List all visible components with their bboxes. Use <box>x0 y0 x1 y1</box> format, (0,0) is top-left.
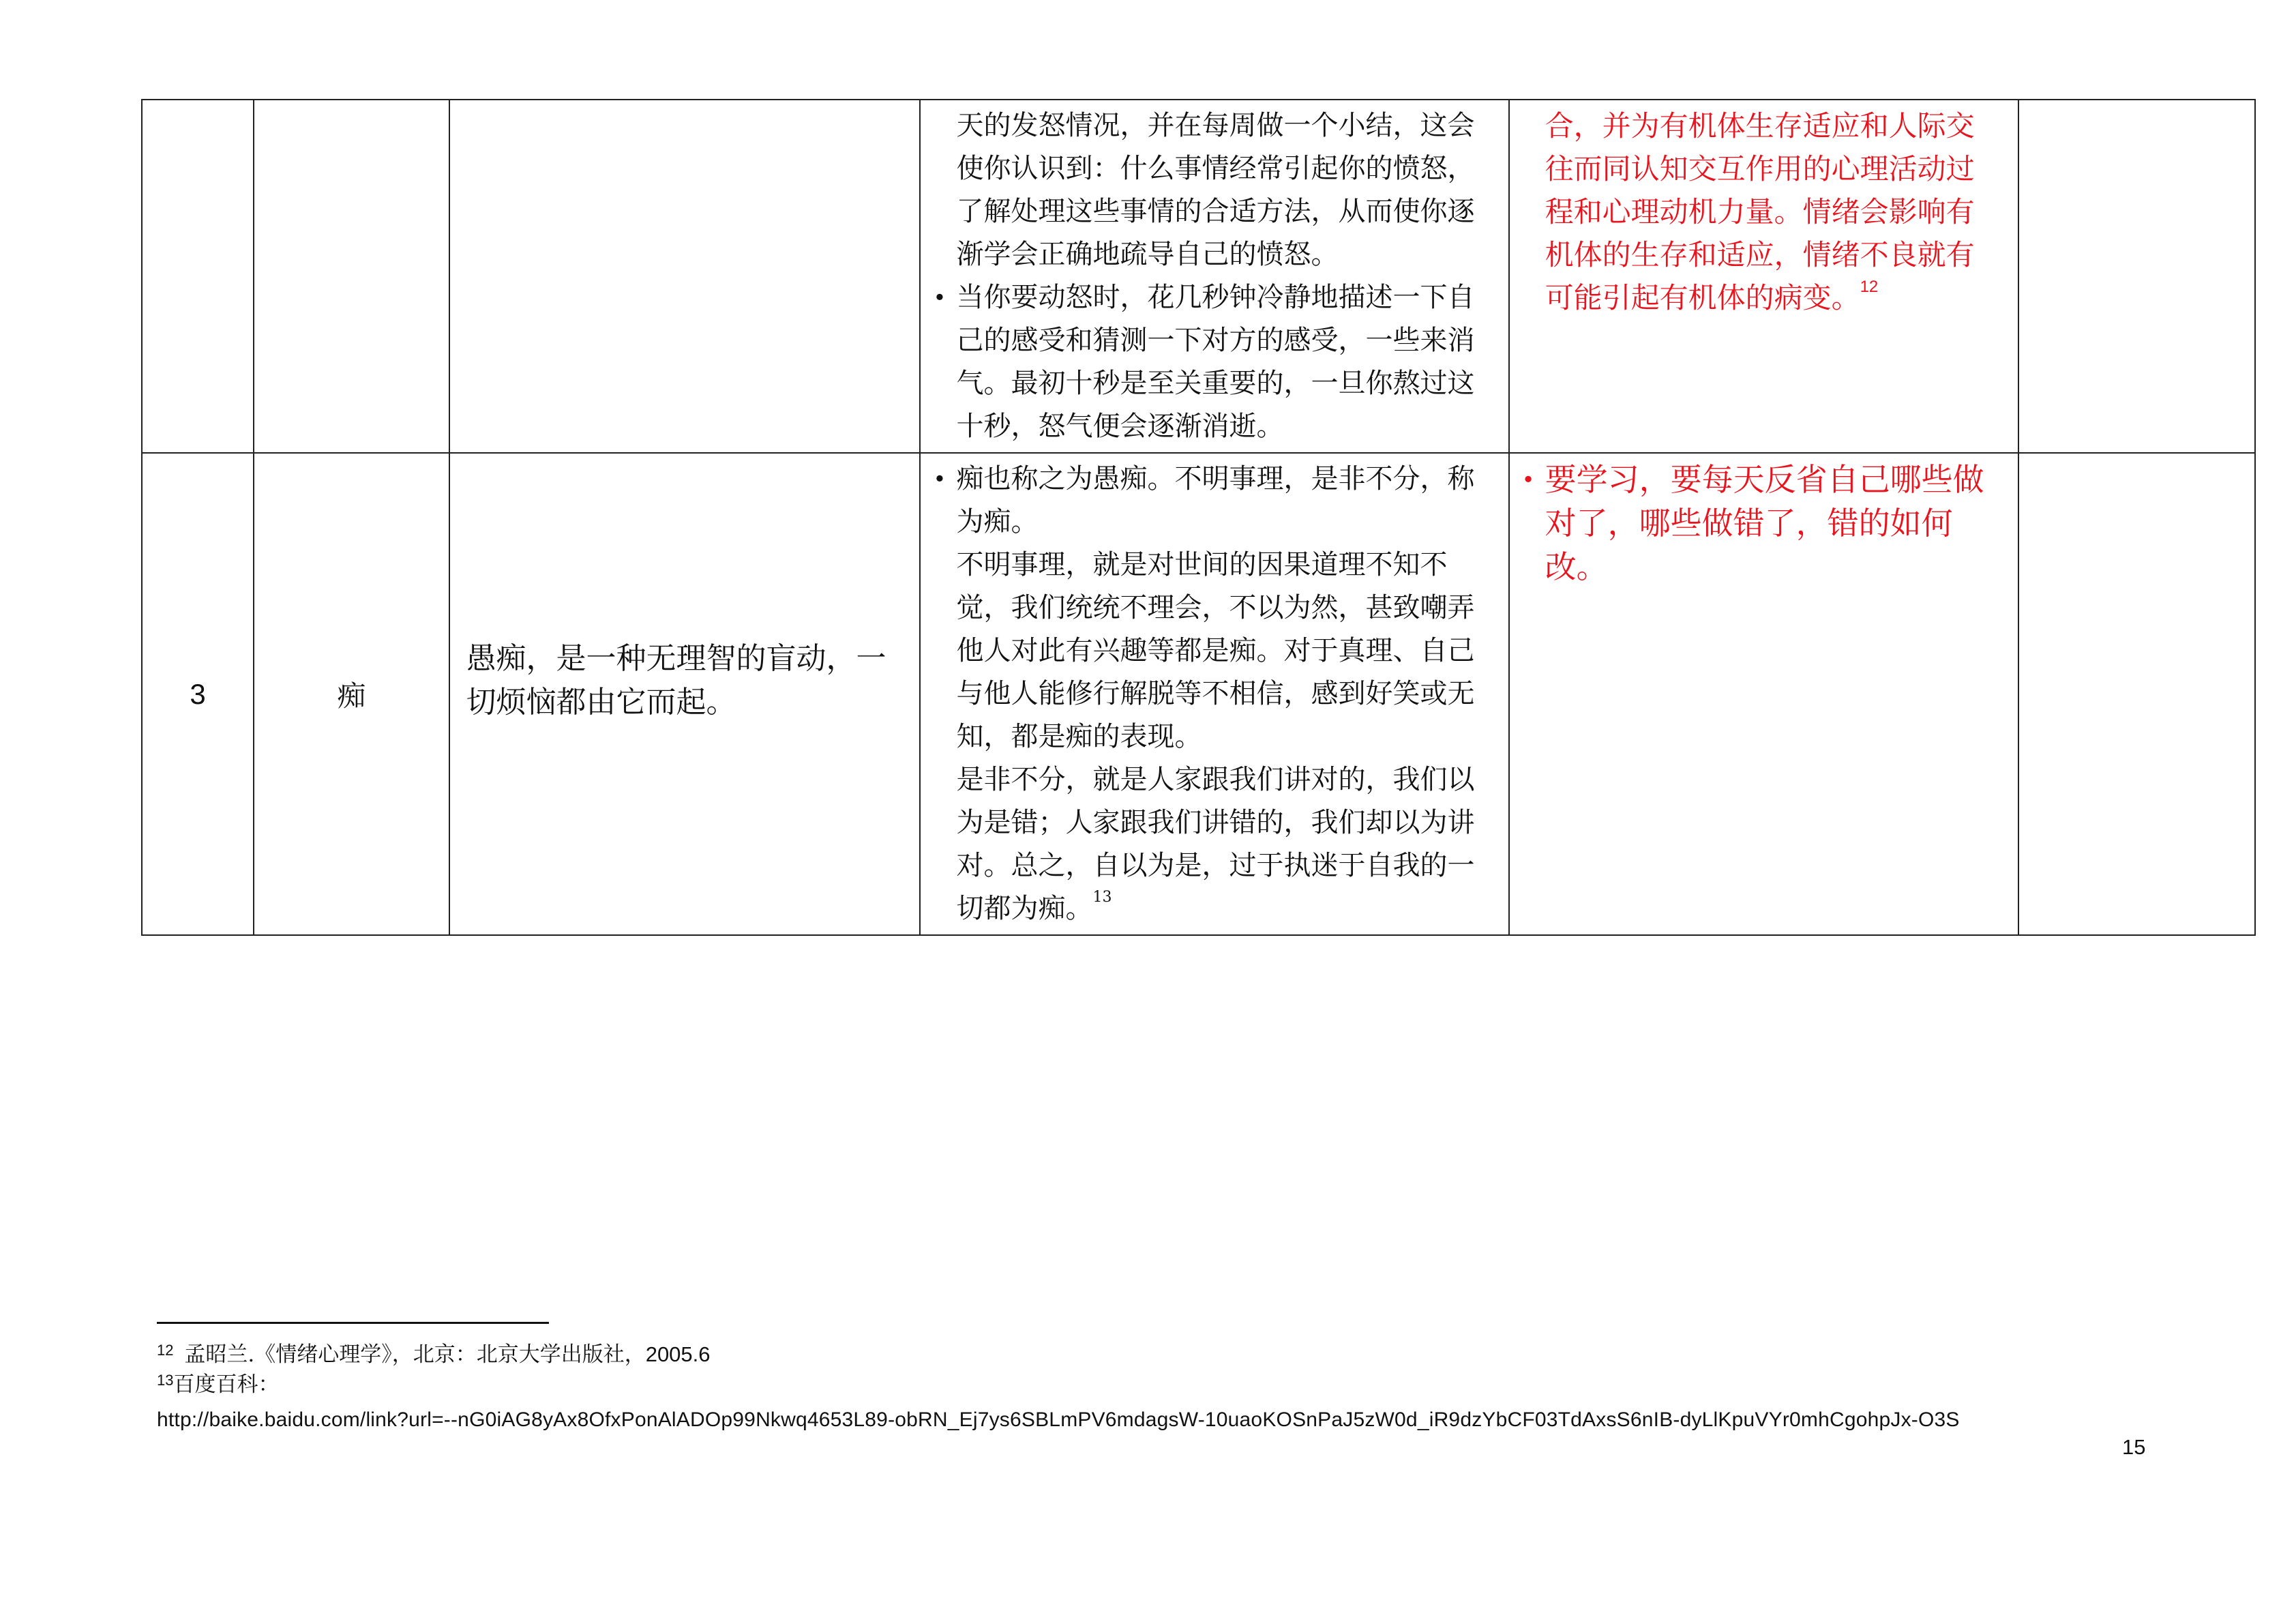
note-text: 合，并为有机体生存适应和人际交往而同认知交互作用的心理活动过程和心理动机力量。情绪会影响有机体的生存和适应，情绪不良就有可能引起有机体的病变。 <box>1545 109 1975 314</box>
footnote-13 <box>157 1371 279 1398</box>
number-cell <box>142 100 254 453</box>
desc-bullet-paragraph: • 当你要动怒时，花几秒钟冷静地描述一下自己的感受和猜测一下对方的感受，一些来消气。最初十秒是至关重要的，一旦你熬过这十秒，怒气便会逐渐消逝。 <box>956 276 1493 448</box>
number-cell: 3 <box>142 453 254 935</box>
desc-paragraph <box>956 758 1493 930</box>
footnote-text: 百度百科： <box>173 1372 280 1397</box>
extra-cell <box>2018 453 2255 935</box>
table-row <box>142 100 2255 453</box>
desc-paragraph: 天的发怒情况，并在每周做一个小结，这会使你认识到：什么事情经常引起你的愤怒，了解处理这些事情的合适方法，从而使你逐渐学会正确地疏导自己的愤怒。 <box>956 110 1475 270</box>
name-cell: 痴 <box>254 453 449 935</box>
footnote-divider <box>157 1322 549 1324</box>
footnote-ref: 13 <box>1092 889 1112 906</box>
note-cell <box>1509 453 2018 935</box>
desc-paragraph-text: 是非不分，就是人家跟我们讲对的，我们以为是错；人家跟我们讲错的，我们却以为讲对。总之，自以为是，过于执迷于自我的一切都为痴。 <box>956 764 1475 924</box>
extra-cell <box>2018 100 2255 453</box>
description-cell <box>920 453 1508 935</box>
footnote-year: 2005.6 <box>645 1342 711 1366</box>
footnote-url-link[interactable]: http://baike.baidu.com/link?url=--nG0iAG8yAx8OfxPonAlADOp99Nkwq4653L89-obRN_Ej7ys6SBLmPV6mdagsW-10uaoKOSnPaJ5zW0d_iR9dzYbCF03TdAxsS6nIB-dyLlKpuVYr0mhCgohpJx-O3S <box>157 1408 1960 1431</box>
note-bullet-paragraph: • 要学习，要每天反省自己哪些做对了，哪些做错了，错的如何改。 <box>1545 458 2001 589</box>
content-table <box>141 99 2256 936</box>
footnote-number: 13 <box>157 1372 174 1389</box>
footnote-12 <box>157 1341 711 1368</box>
definition-cell <box>449 100 921 453</box>
desc-paragraph: 不明事理，就是对世间的因果道理不知不觉，我们统统不理会，不以为然，甚致嘲弄他人对此有兴趣等都是痴。对于真理、自己与他人能修行解脱等不相信，感到好笑或无知，都是痴的表现。 <box>956 549 1475 752</box>
definition-cell <box>449 453 921 935</box>
definition-text: 愚痴，是一种无理智的盲动，一切烦恼都由它而起。 <box>466 640 886 720</box>
name-cell <box>254 100 449 453</box>
note-cell <box>1509 100 2018 453</box>
desc-bullet-paragraph: • 痴也称之为愚痴。不明事理，是非不分，称为痴。 <box>956 458 1493 544</box>
page-number: 15 <box>2122 1435 2146 1459</box>
table-row <box>142 453 2255 935</box>
footnote-ref: 12 <box>1860 278 1879 296</box>
footnote-number: 12 <box>157 1342 174 1359</box>
description-cell <box>920 100 1508 453</box>
footnote-text: 孟昭兰.《情绪心理学》，北京：北京大学出版社， <box>184 1342 646 1367</box>
note-paragraph <box>1545 104 2001 319</box>
